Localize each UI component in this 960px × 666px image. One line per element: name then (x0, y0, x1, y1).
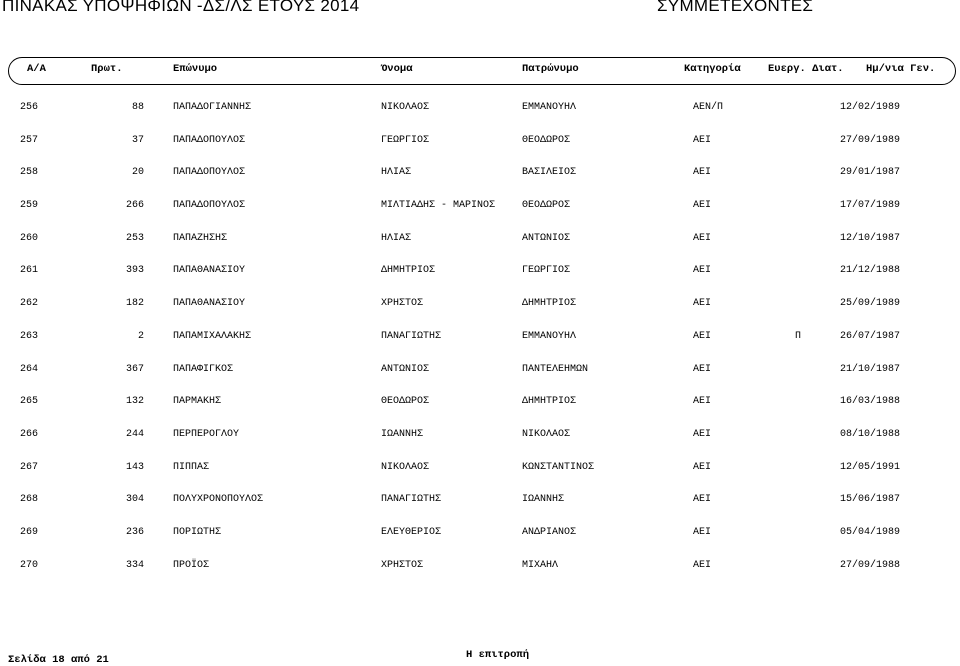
table-row (0, 320, 960, 353)
row-first-name: ΠΑΝΑΓΙΩΤΗΣ (381, 330, 442, 342)
row-last-name: ΠΟΛΥΧΡΟΝΟΠΟΥΛΟΣ (173, 494, 264, 506)
row-prot: 2 (137, 330, 144, 342)
row-aa: 262 (20, 298, 39, 310)
row-aa: 264 (20, 363, 39, 375)
table-row (0, 189, 960, 222)
row-aa: 260 (20, 232, 39, 244)
row-last-name: ΠΙΠΠΑΣ (173, 461, 210, 473)
row-last-name: ΠΡΟΪΟΣ (173, 559, 210, 571)
row-birth-date: 16/03/1988 (839, 396, 900, 408)
page-number: Σελίδα 18 από 21 (8, 654, 109, 666)
row-prot: 393 (125, 265, 144, 277)
table-row (0, 222, 960, 255)
row-category: ΑΕΙ (693, 494, 712, 506)
row-last-name: ΠΑΠΑΘΑΝΑΣΙΟΥ (173, 265, 246, 277)
row-aa: 261 (20, 265, 39, 277)
row-prot: 266 (125, 200, 144, 212)
row-first-name: ΧΡΗΣΤΟΣ (381, 559, 424, 571)
table-row (0, 418, 960, 451)
row-father-name: ΔΗΜΗΤΡΙΟΣ (522, 396, 577, 408)
row-father-name: ΑΝΤΩΝΙΟΣ (522, 232, 571, 244)
column-header-birth-date: Ημ/νια Γεν. (866, 63, 936, 75)
row-first-name: ΔΗΜΗΤΡΙΟΣ (381, 265, 436, 277)
row-birth-date: 26/07/1987 (839, 330, 900, 342)
row-aa: 270 (20, 559, 39, 571)
row-father-name: ΝΙΚΟΛΑΟΣ (522, 428, 571, 440)
row-father-name: ΘΕΟΔΩΡΟΣ (522, 134, 571, 146)
table-row (0, 287, 960, 320)
row-first-name: ΑΝΤΩΝΙΟΣ (381, 363, 430, 375)
row-last-name: ΠΑΠΑΜΙΧΑΛΑΚΗΣ (173, 330, 252, 342)
row-birth-date: 27/09/1989 (839, 134, 900, 146)
row-prot: 334 (125, 559, 144, 571)
row-last-name: ΠΑΠΑΦΙΓΚΟΣ (173, 363, 234, 375)
row-father-name: ΠΑΝΤΕΛΕΗΜΩΝ (522, 363, 589, 375)
row-last-name: ΠΑΠΑΔΟΓΙΑΝΝΗΣ (173, 102, 252, 113)
row-birth-date: 29/01/1987 (839, 167, 900, 179)
row-aa: 269 (20, 526, 39, 538)
table-row (0, 91, 960, 124)
row-aa: 258 (20, 167, 39, 179)
row-aa: 259 (20, 200, 39, 212)
row-father-name: ΕΜΜΑΝΟΥΗΛ (522, 102, 577, 113)
row-first-name: ΗΛΙΑΣ (381, 232, 412, 244)
row-birth-date: 25/09/1989 (839, 298, 900, 310)
row-first-name: ΧΡΗΣΤΟΣ (381, 298, 424, 310)
table-row (0, 156, 960, 189)
column-header-last-name: Επώνυμο (173, 63, 218, 75)
row-prot: 244 (125, 428, 144, 440)
row-birth-date: 12/02/1989 (839, 102, 900, 113)
row-first-name: ΝΙΚΟΛΑΟΣ (381, 461, 430, 473)
row-first-name: ΕΛΕΥΘΕΡΙΟΣ (381, 526, 442, 538)
row-prot: 132 (125, 396, 144, 408)
row-father-name: ΜΙΧΑΗΛ (522, 559, 559, 571)
table-row (0, 483, 960, 516)
row-category: ΑΕΙ (693, 428, 712, 440)
document-title: ΠΙΝΑΚΑΣ ΥΠΟΨΗΦΙΩΝ -ΔΣ/ΛΣ ΕΤΟΥΣ 2014 (2, 0, 360, 15)
row-category: ΑΕΙ (693, 298, 712, 310)
row-birth-date: 05/04/1989 (839, 526, 900, 538)
row-last-name: ΠΑΡΜΑΚΗΣ (173, 396, 222, 408)
table-row (0, 549, 960, 582)
row-category: ΑΕΙ (693, 232, 712, 244)
row-first-name: ΓΕΩΡΓΙΟΣ (381, 134, 430, 146)
row-category: ΑΕΙ (693, 265, 712, 277)
row-last-name: ΠΑΠΑΘΑΝΑΣΙΟΥ (173, 298, 246, 310)
row-category: ΑΕΙ (693, 200, 712, 212)
row-first-name: ΙΩΑΝΝΗΣ (381, 428, 424, 440)
column-header-first-name: Όνομα (381, 63, 413, 75)
row-birth-date: 17/07/1989 (839, 200, 900, 212)
row-category: ΑΕΙ (693, 461, 712, 473)
row-last-name: ΠΑΠΑΔΟΠΟΥΛΟΣ (173, 134, 246, 146)
row-category: ΑΕΙ (693, 134, 712, 146)
row-category: ΑΕΙ (693, 167, 712, 179)
row-prot: 182 (125, 298, 144, 310)
row-category: ΑΕΝ/Π (693, 102, 724, 113)
row-father-name: ΚΩΝΣΤΑΝΤΙΝΟΣ (522, 461, 595, 473)
column-header-aa: Α/Α (27, 63, 46, 75)
table-row (0, 353, 960, 386)
row-category: ΑΕΙ (693, 330, 712, 342)
row-prot: 304 (125, 494, 144, 506)
row-benefit: Π (795, 330, 802, 342)
row-father-name: ΔΗΜΗΤΡΙΟΣ (522, 298, 577, 310)
row-birth-date: 12/05/1991 (839, 461, 900, 473)
row-first-name: ΘΕΟΔΩΡΟΣ (381, 396, 430, 408)
row-prot: 37 (131, 134, 144, 146)
row-category: ΑΕΙ (693, 526, 712, 538)
row-category: ΑΕΙ (693, 559, 712, 571)
row-birth-date: 27/09/1988 (839, 559, 900, 571)
row-aa: 257 (20, 134, 39, 146)
row-first-name: ΜΙΛΤΙΑΔΗΣ - ΜΑΡΙΝΟΣ (381, 200, 496, 212)
row-first-name: ΗΛΙΑΣ (381, 167, 412, 179)
row-first-name: ΠΑΝΑΓΙΩΤΗΣ (381, 494, 442, 506)
row-category: ΑΕΙ (693, 363, 712, 375)
table-row (0, 124, 960, 157)
row-prot: 367 (125, 363, 144, 375)
committee-signature-label: Η επιτροπή (466, 649, 530, 661)
participants-heading: ΣΥΜΜΕΤΕΧΟΝΤΕΣ (657, 0, 814, 15)
row-birth-date: 21/12/1988 (839, 265, 900, 277)
row-father-name: ΓΕΩΡΓΙΟΣ (522, 265, 571, 277)
row-first-name: ΝΙΚΟΛΑΟΣ (381, 102, 430, 113)
row-category: ΑΕΙ (693, 396, 712, 408)
row-birth-date: 08/10/1988 (839, 428, 900, 440)
table-row (0, 516, 960, 549)
row-last-name: ΠΑΠΑΖΗΣΗΣ (173, 232, 228, 244)
row-aa: 268 (20, 494, 39, 506)
row-last-name: ΠΑΠΑΔΟΠΟΥΛΟΣ (173, 167, 246, 179)
row-father-name: ΘΕΟΔΩΡΟΣ (522, 200, 571, 212)
row-father-name: ΒΑΣΙΛΕΙΟΣ (522, 167, 577, 179)
column-header-prot: Πρωτ. (91, 63, 123, 75)
row-aa: 265 (20, 396, 39, 408)
table-row (0, 254, 960, 287)
candidates-table-body (0, 91, 960, 581)
row-prot: 253 (125, 232, 144, 244)
column-header-benefit: Ευεργ. Διατ. (768, 63, 844, 75)
row-aa: 263 (20, 330, 39, 342)
row-birth-date: 21/10/1987 (839, 363, 900, 375)
row-aa: 256 (20, 102, 39, 113)
row-father-name: ΕΜΜΑΝΟΥΗΛ (522, 330, 577, 342)
row-father-name: ΙΩΑΝΝΗΣ (522, 494, 565, 506)
column-header-category: Κατηγορία (684, 63, 741, 75)
row-father-name: ΑΝΔΡΙΑΝΟΣ (522, 526, 577, 538)
row-aa: 266 (20, 428, 39, 440)
row-prot: 20 (131, 167, 144, 179)
row-last-name: ΠΕΡΠΕΡΟΓΛΟΥ (173, 428, 240, 440)
column-header-father-name: Πατρώνυμο (522, 63, 579, 75)
row-aa: 267 (20, 461, 39, 473)
row-last-name: ΠΑΠΑΔΟΠΟΥΛΟΣ (173, 200, 246, 212)
row-prot: 88 (131, 102, 144, 113)
row-birth-date: 15/06/1987 (839, 494, 900, 506)
row-prot: 143 (125, 461, 144, 473)
row-prot: 236 (125, 526, 144, 538)
table-row (0, 451, 960, 484)
row-last-name: ΠΟΡΙΩΤΗΣ (173, 526, 222, 538)
table-row (0, 385, 960, 418)
row-birth-date: 12/10/1987 (839, 232, 900, 244)
